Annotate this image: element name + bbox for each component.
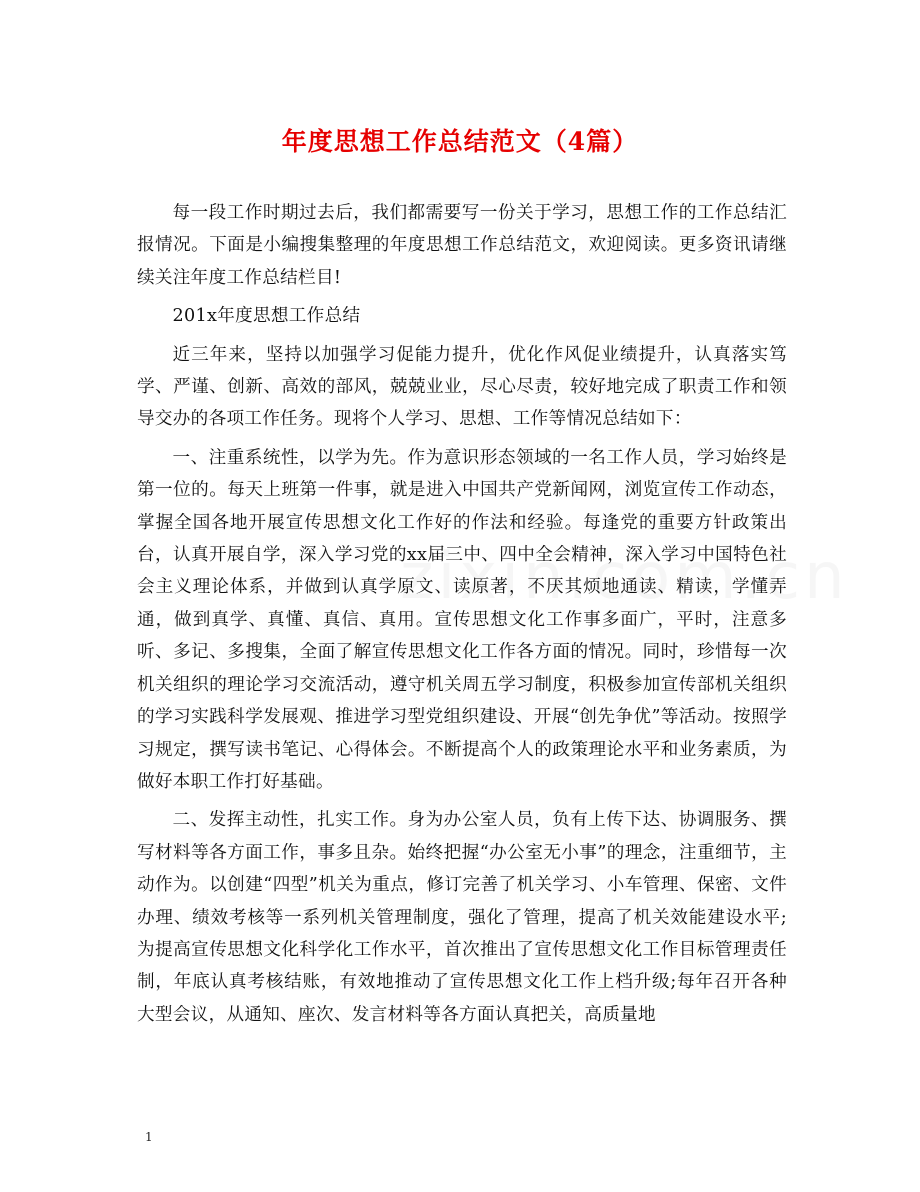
page-number: 1 (145, 1130, 153, 1144)
paragraph-intro: 每一段工作时期过去后，我们都需要写一份关于学习，思想工作的工作总结汇报情况。下面是小编搜集整理的年度思想工作总结范文，欢迎阅读。更多资讯请继续关注年度工作总结栏目! (137, 203, 787, 288)
document-body (137, 197, 787, 1037)
document-title: 年度思想工作总结范文（4篇） (281, 127, 639, 156)
paragraph-section-one: 一、注重系统性，以学为先。作为意识形态领域的一名工作人员，学习始终是第一位的。每天上班第一件事，就是进入中国共产党新闻网，浏览宣传工作动态，掌握全国各地开展宣传思想文化工作好的作法和经验。每逢党的重要方针政策出台，认真开展自学，深入学习党的xx届三中、四中全会精神，深入学习中国特色社会主义理论体系，并做到认真学原文、读原著，不厌其烦地通读、精读，学懂弄通，做到真学、真懂、真信、真用。宣传思想文化工作事多面广，平时，注意多听、多记、多搜集，全面了解宣传思想文化工作各方面的情况。同时，珍惜每一次机关组织的理论学习交流活动，遵守机关周五学习制度，积极参加宣传部机关组织的学习实践科学发展观、推进学习型党组织建设、开展“创先争优”等活动。按照学习规定，撰写读书笔记、心得体会。不断提高个人的政策理论水平和业务素质，为做好本职工作打好基础。 (137, 447, 787, 792)
paragraph-section-two: 二、发挥主动性，扎实工作。身为办公室人员，负有上传下达、协调服务、撰写材料等各方面工作，事多且杂。始终把握“办公室无小事”的理念，注重细节，主动作为。以创建“四型”机关为重点，修订完善了机关学习、小车管理、保密、文件办理、绩效考核等一系列机关管理制度，强化了管理，提高了机关效能建设水平;为提高宣传思想文化科学化工作水平，首次推出了宣传思想文化工作目标管理责任制，年底认真考核结账，有效地推动了宣传思想文化工作上档升级;每年召开各种大型会议，从通知、座次、发言材料等各方面认真把关，高质量地 (137, 810, 787, 1025)
paragraph-subtitle: 201x年度思想工作总结 (172, 306, 361, 327)
paragraph-overview: 近三年来，坚持以加强学习促能力提升，优化作风促业绩提升，认真落实笃学、严谨、创新、高效的部风，兢兢业业，尽心尽责，较好地完成了职责工作和领导交办的各项工作任务。现将个人学习、思想、工作等情况总结如下： (137, 344, 787, 430)
